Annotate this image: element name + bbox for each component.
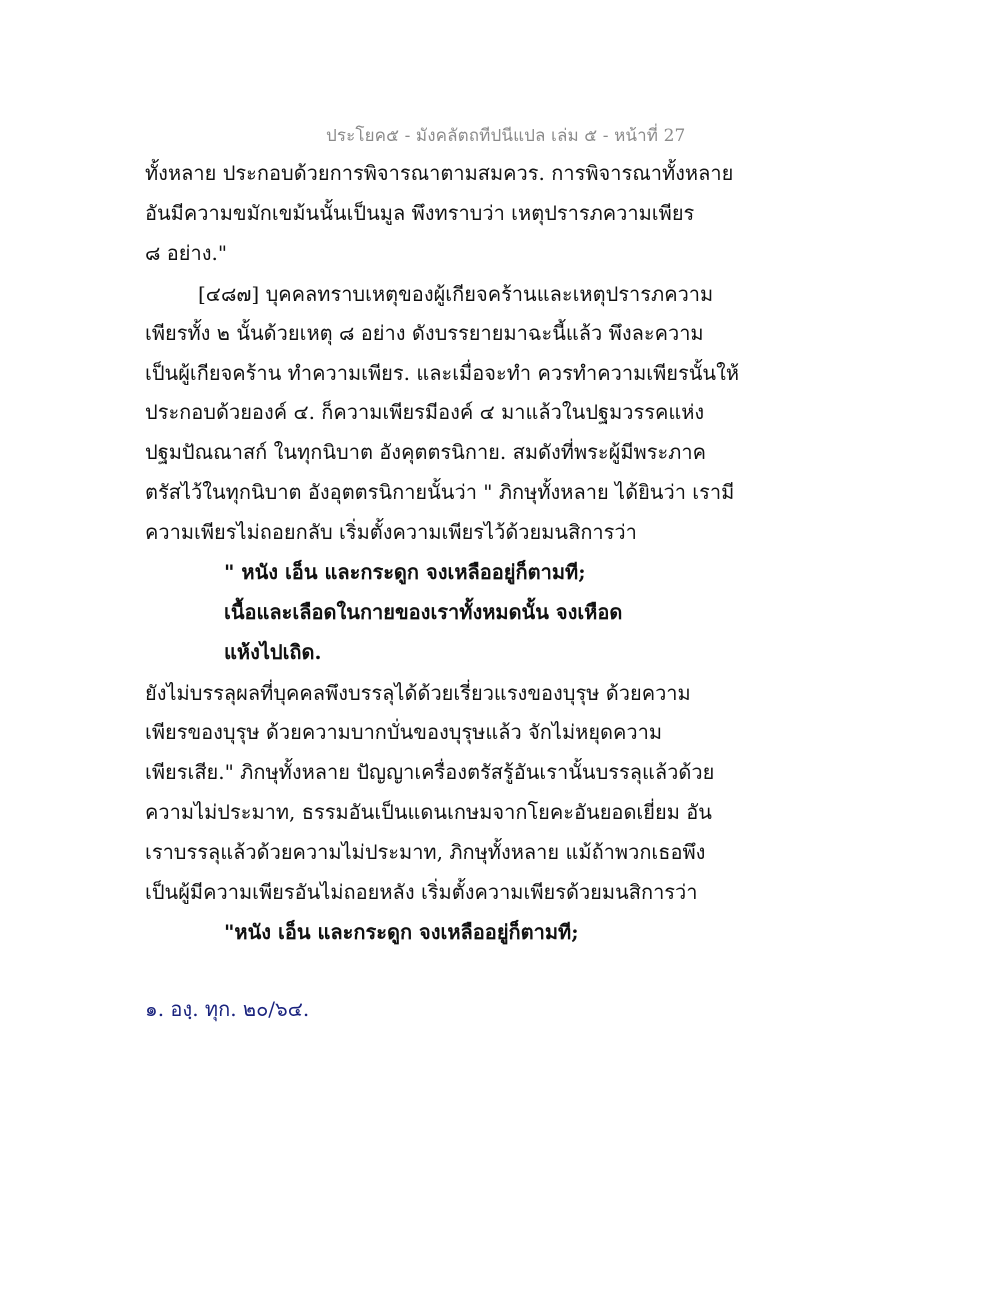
body-line: ยังไม่บรรลุผลที่บุคคลพึงบรรลุได้ด้วยเรี่ยวแรงของบุรุษ ด้วยความ [145, 681, 691, 705]
page-header: ประโยค๕ - มังคลัตถทีปนีแปล เล่ม ๕ - หน้าที่ 27 [326, 126, 686, 146]
body-line: เราบรรลุแล้วด้วยความไม่ประมาท, ภิกษุทั้งหลาย แม้ถ้าพวกเธอพึง [145, 840, 706, 864]
verse-line: แห้งไปเถิด. [224, 640, 322, 664]
body-line: ๘ อย่าง." [145, 241, 228, 265]
footnote: ๑. องฺ. ทุก. ๒๐/๖๔. [145, 997, 310, 1021]
body-line: ทั้งหลาย ประกอบด้วยการพิจารณาตามสมควร. การพิจารณาทั้งหลาย [145, 161, 734, 185]
verse-line: เนื้อและเลือดในกายของเราทั้งหมดนั้น จงเหือด [224, 600, 623, 624]
body-line: ตรัสไว้ในทุกนิบาต อังอุตตรนิกายนั้นว่า " ภิกษุทั้งหลาย ได้ยินว่า เรามี [145, 480, 735, 504]
body-line: ความเพียรไม่ถอยกลับ เริ่มตั้งความเพียรไว้ด้วยมนสิการว่า [145, 520, 637, 544]
body-line: อันมีความขมักเขม้นนั้นเป็นมูล พึงทราบว่า เหตุปรารภความเพียร [145, 201, 695, 225]
body-line: เพียรเสีย." ภิกษุทั้งหลาย ปัญญาเครื่องตรัสรู้อันเรานั้นบรรลุแล้วด้วย [145, 760, 715, 784]
body-line: เพียรทั้ง ๒ นั้นด้วยเหตุ ๘ อย่าง ดังบรรยายมาฉะนี้แล้ว พึงละความ [145, 321, 704, 345]
verse-line: "หนัง เอ็น และกระดูก จงเหลืออยู่ก็ตามที; [224, 920, 579, 944]
body-line: เพียรของบุรุษ ด้วยความบากบั่นของบุรุษแล้ว จักไม่หยุดความ [145, 720, 663, 744]
body-line: ปฐมปัณณาสก์ ในทุกนิบาต อังคุตตรนิกาย. สมดังที่พระผู้มีพระภาค [145, 440, 706, 464]
body-line: ประกอบด้วยองค์ ๔. ก็ความเพียรมีองค์ ๔ มาแล้วในปฐมวรรคแห่ง [145, 400, 705, 424]
verse-line: " หนัง เอ็น และกระดูก จงเหลืออยู่ก็ตามที; [224, 560, 586, 584]
body-line: เป็นผู้เกียจคร้าน ทำความเพียร. และเมื่อจะทำ ควรทำความเพียรนั้นให้ [145, 361, 740, 385]
body-line: ความไม่ประมาท, ธรรมอันเป็นแดนเกษมจากโยคะอันยอดเยี่ยม อัน [145, 800, 712, 824]
paragraph-start-line: [๔๘๗] บุคคลทราบเหตุของผู้เกียจคร้านและเหตุปรารภความ [198, 282, 714, 306]
body-line: เป็นผู้มีความเพียรอันไม่ถอยหลัง เริ่มตั้งความเพียรด้วยมนสิการว่า [145, 880, 698, 904]
